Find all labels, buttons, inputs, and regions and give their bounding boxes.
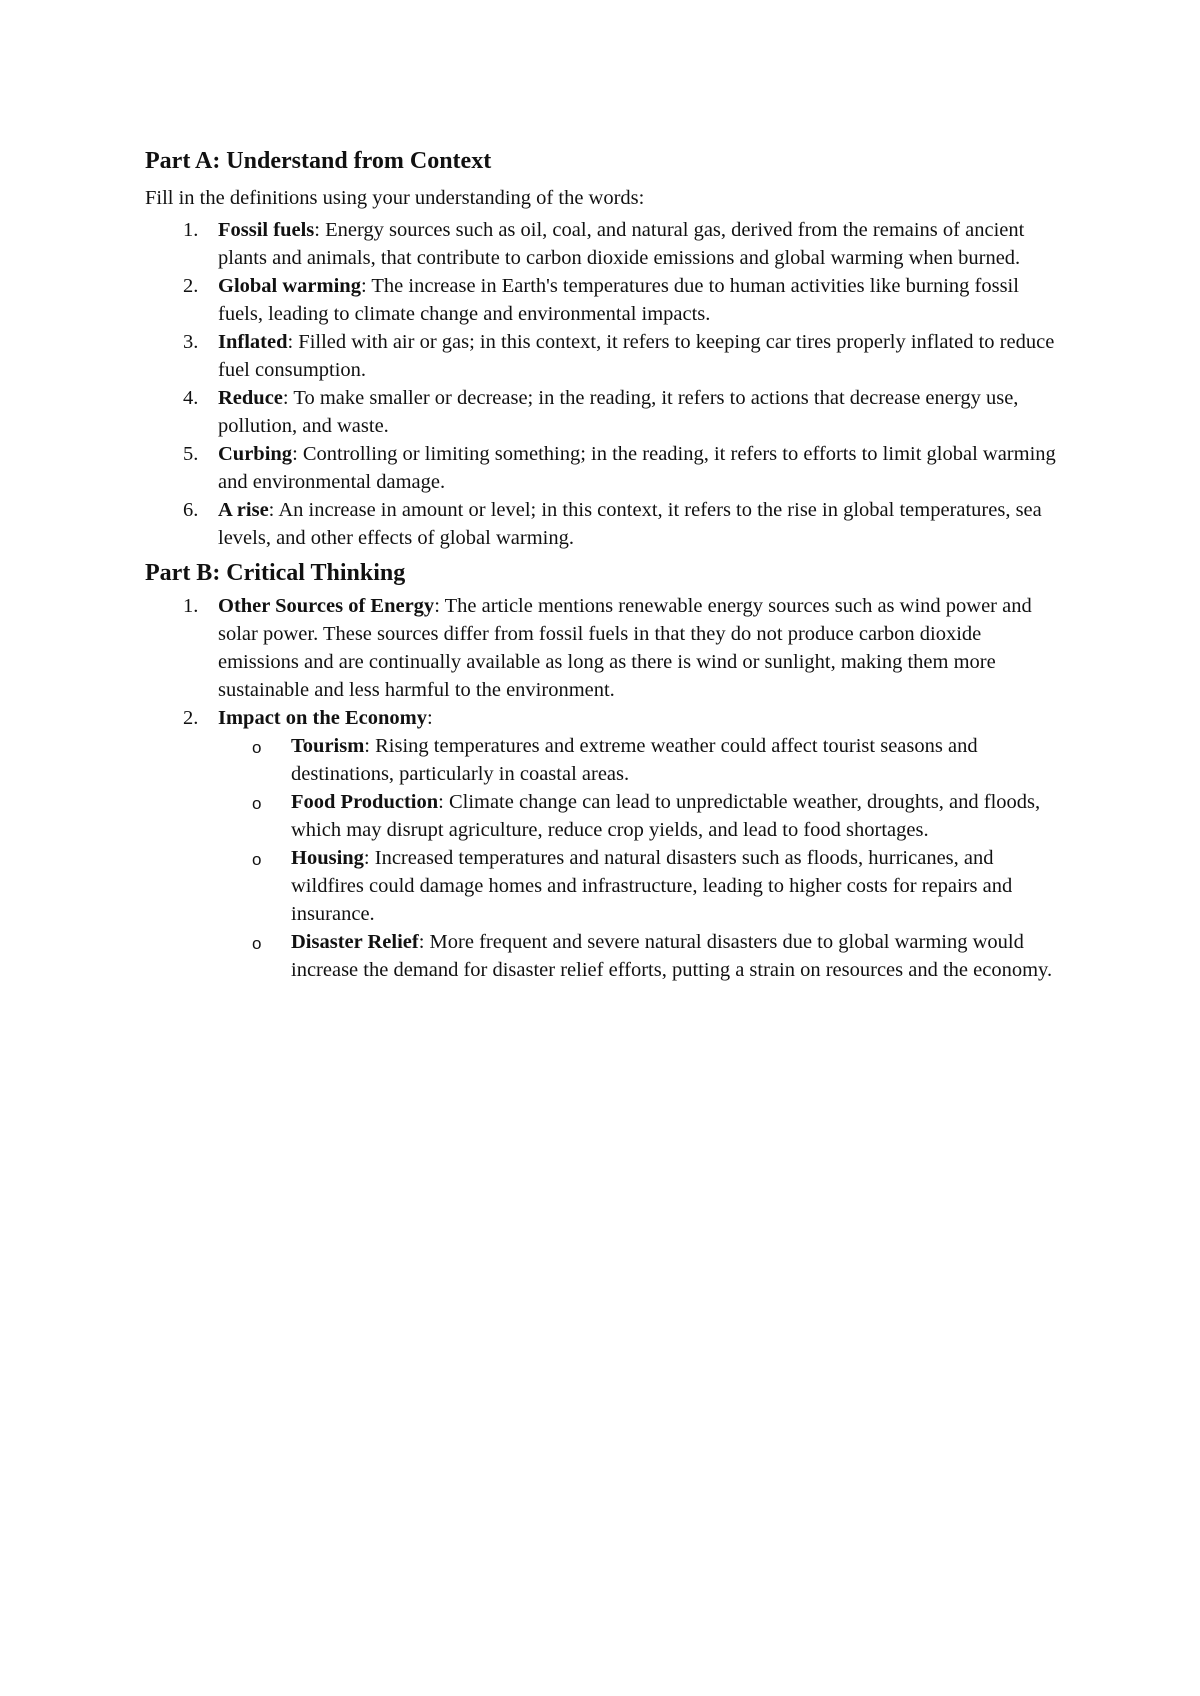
item-term: Impact on the Economy	[218, 707, 427, 729]
impact-term: Tourism	[291, 735, 365, 757]
part-b-heading: Part B: Critical Thinking	[145, 560, 406, 586]
definition-text: : Controlling or limiting something; in the reading, it refers to efforts to limit global warming and environmental damage.	[218, 443, 1056, 493]
impact-text: : Rising temperatures and extreme weather could affect tourist seasons and destinations, particularly in coastal areas.	[291, 735, 978, 785]
document-page	[145, 146, 1065, 984]
critical-thinking-list	[145, 592, 1065, 984]
critical-thinking-item	[145, 704, 1065, 984]
item-text: :	[426, 707, 433, 729]
item-number: 4.	[183, 387, 199, 409]
economy-impact-item	[218, 788, 1065, 844]
critical-thinking-item	[145, 592, 1065, 704]
item-term: Other Sources of Energy	[218, 595, 435, 617]
bullet-icon: o	[252, 934, 262, 953]
bullet-icon: o	[252, 794, 262, 813]
definition-term: Fossil fuels	[218, 219, 315, 241]
definition-item	[145, 496, 1065, 552]
definition-term: A rise	[218, 499, 269, 521]
definition-text: : Energy sources such as oil, coal, and natural gas, derived from the remains of ancient plants and animals, that contribute to carbon dioxide emissions and global warming when burned.	[218, 219, 1025, 269]
definition-term: Curbing	[218, 443, 293, 465]
definition-text: : The increase in Earth's temperatures due to human activities like burning fossil fuels, leading to climate change and environmental impacts.	[218, 275, 1019, 325]
impact-text: : Climate change can lead to unpredictable weather, droughts, and floods, which may disrupt agriculture, reduce crop yields, and lead to food shortages.	[291, 791, 1041, 841]
definition-term: Inflated	[218, 331, 288, 353]
item-number: 2.	[183, 275, 199, 297]
definition-item	[145, 384, 1065, 440]
item-number: 6.	[183, 499, 199, 521]
definition-item	[145, 272, 1065, 328]
part-a-heading: Part A: Understand from Context	[145, 148, 492, 174]
impact-term: Housing	[291, 847, 364, 869]
definition-item	[145, 328, 1065, 384]
definition-item	[145, 216, 1065, 272]
definition-term: Global warming	[218, 275, 361, 297]
item-number: 5.	[183, 443, 199, 465]
item-number: 3.	[183, 331, 199, 353]
bullet-icon: o	[252, 738, 262, 757]
definition-term: Reduce	[218, 387, 283, 409]
impact-term: Food Production	[291, 791, 439, 813]
impact-text: : More frequent and severe natural disasters due to global warming would increase the demand for disaster relief efforts, putting a strain on resources and the economy.	[291, 931, 1053, 981]
item-number: 1.	[183, 595, 199, 617]
economy-impact-list	[218, 732, 1065, 984]
economy-impact-item	[218, 844, 1065, 928]
definition-text: : An increase in amount or level; in this context, it refers to the rise in global temperatures, sea levels, and other effects of global warming.	[218, 499, 1042, 549]
economy-impact-item	[218, 732, 1065, 788]
item-number: 1.	[183, 219, 199, 241]
definitions-list	[145, 216, 1065, 552]
part-a-intro: Fill in the definitions using your understanding of the words:	[145, 187, 645, 209]
bullet-icon: o	[252, 850, 262, 869]
impact-text: : Increased temperatures and natural disasters such as floods, hurricanes, and wildfires could damage homes and infrastructure, leading to higher costs for repairs and insurance.	[291, 847, 1013, 925]
item-text: : The article mentions renewable energy sources such as wind power and solar power. These sources differ from fossil fuels in that they do not produce carbon dioxide emissions and are continually available as long as there is wind or sunlight, making them more sustainable and less harmful to the environment.	[218, 595, 1032, 701]
definition-text: : To make smaller or decrease; in the reading, it refers to actions that decrease energy use, pollution, and waste.	[218, 387, 1019, 437]
definition-text: : Filled with air or gas; in this context, it refers to keeping car tires properly inflated to reduce fuel consumption.	[218, 331, 1055, 381]
economy-impact-item	[218, 928, 1065, 984]
definition-item	[145, 440, 1065, 496]
item-number: 2.	[183, 707, 199, 729]
impact-term: Disaster Relief	[291, 931, 419, 953]
